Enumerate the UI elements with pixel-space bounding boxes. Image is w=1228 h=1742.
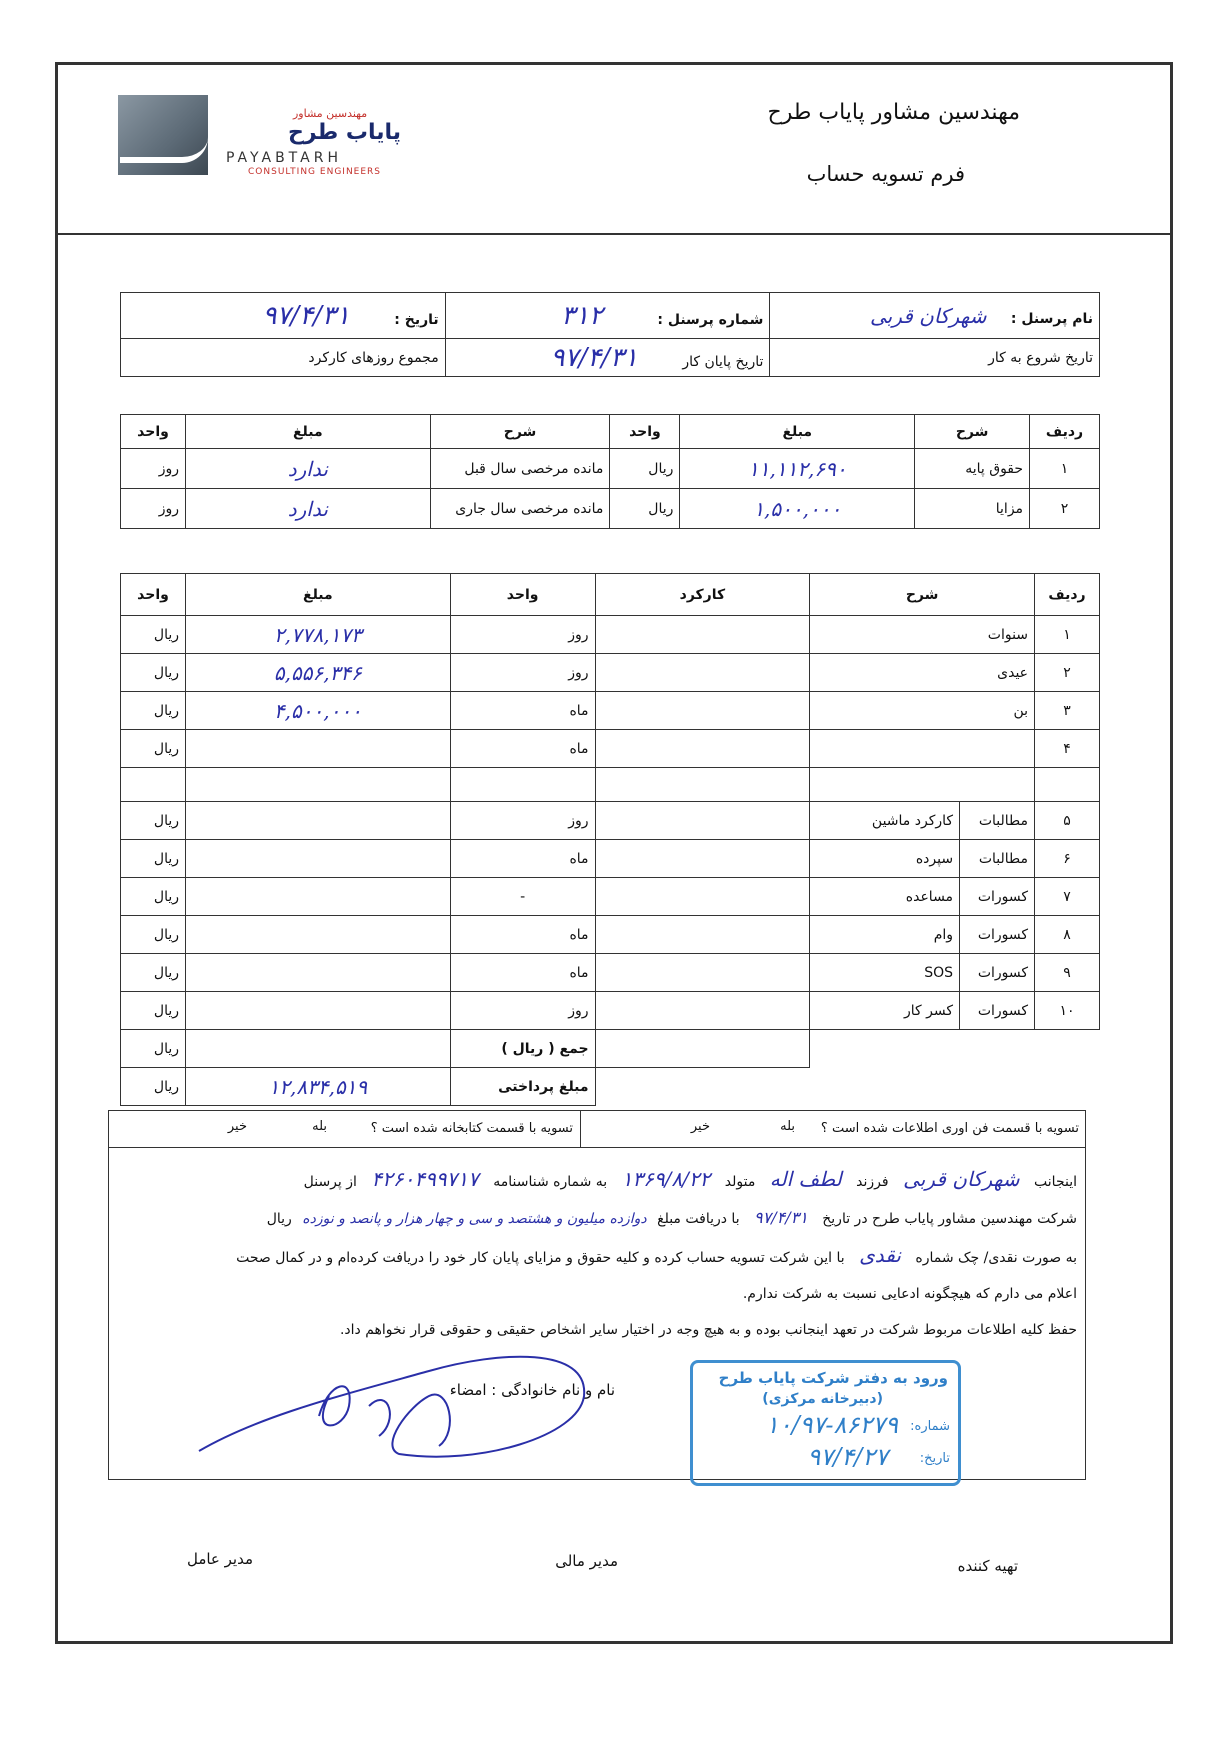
row-unit: ماه bbox=[450, 916, 595, 954]
row-unit2: ریال bbox=[121, 916, 186, 954]
signature-label: نام و نام خانوادگی : امضاء bbox=[449, 1381, 615, 1399]
row-unit2: روز bbox=[121, 489, 186, 529]
row-amount bbox=[186, 954, 451, 992]
row-unit: روز bbox=[450, 992, 595, 1030]
logo-box bbox=[118, 95, 208, 175]
row-amount bbox=[186, 840, 451, 878]
total-value bbox=[186, 1030, 451, 1068]
row-amount2: ندارد bbox=[186, 489, 431, 529]
end-date-label: تاریخ پایان کار bbox=[682, 353, 764, 370]
table-row bbox=[121, 878, 1100, 916]
ceo-label: مدیر عامل bbox=[186, 1550, 253, 1568]
table-row bbox=[121, 692, 1100, 730]
row-work bbox=[595, 730, 810, 768]
row-desc bbox=[810, 730, 1035, 768]
start-date-cell bbox=[770, 339, 1100, 377]
decl-amount-words: دوازده میلیون و هشتصد و سی و چهار هزار و پانصد و نوزده bbox=[302, 1211, 647, 1227]
declaration-line-3 bbox=[117, 1237, 1077, 1276]
stamp-number-value: ۱۰/۹۷-۸۶۲۷۹ bbox=[765, 1411, 898, 1439]
table-row bbox=[121, 449, 1100, 489]
personnel-name-cell bbox=[770, 293, 1100, 339]
it-yes-option[interactable]: بله bbox=[780, 1119, 795, 1134]
row-amount bbox=[186, 992, 451, 1030]
row-desc: بن bbox=[810, 692, 1035, 730]
declaration-line-2 bbox=[117, 1200, 1077, 1237]
stamp-line-1: ورود به دفتر شرکت پایاب طرح bbox=[718, 1369, 948, 1387]
t1-header: واحد bbox=[610, 415, 680, 449]
row-desc: سنوات bbox=[810, 616, 1035, 654]
row-category: کسورات bbox=[960, 954, 1035, 992]
row-work bbox=[595, 954, 810, 992]
decl-text: ریال bbox=[266, 1211, 292, 1227]
table-row bbox=[121, 616, 1100, 654]
checks-divider bbox=[580, 1111, 581, 1147]
pay-row bbox=[121, 1068, 1100, 1106]
personnel-number-cell bbox=[445, 293, 770, 339]
pay-value: ۱۲,۸۳۴,۵۱۹ bbox=[186, 1068, 451, 1106]
library-yes-option[interactable]: بله bbox=[312, 1119, 327, 1134]
row-unit2: روز bbox=[121, 449, 186, 489]
row-unit2: ریال bbox=[121, 802, 186, 840]
office-stamp bbox=[690, 1360, 961, 1486]
t1-header: مبلغ bbox=[680, 415, 915, 449]
row-work bbox=[595, 992, 810, 1030]
table-row bbox=[121, 954, 1100, 992]
salary-table bbox=[120, 414, 1100, 529]
row-unit: ماه bbox=[450, 840, 595, 878]
logo-text-en: PAYABTARH bbox=[226, 150, 342, 166]
row-unit: ماه bbox=[450, 954, 595, 992]
row-unit: روز bbox=[450, 802, 595, 840]
row-amount: ۱,۵۰۰,۰۰۰ bbox=[680, 489, 915, 529]
date-cell bbox=[121, 293, 446, 339]
date-label: تاریخ : bbox=[394, 311, 439, 328]
table-row bbox=[121, 802, 1100, 840]
row-desc: مساعده bbox=[810, 878, 960, 916]
form-title: فرم تسویه حساب bbox=[806, 162, 965, 186]
row-work bbox=[595, 878, 810, 916]
row-number: ۱ bbox=[1030, 449, 1100, 489]
row-amount: ۱۱,۱۱۲,۶۹۰ bbox=[680, 449, 915, 489]
logo-swoosh bbox=[120, 137, 208, 163]
pay-unit: ریال bbox=[121, 1068, 186, 1106]
it-question: تسویه با قسمت فن اوری اطلاعات شده است ؟ bbox=[820, 1121, 1079, 1136]
row-work bbox=[595, 616, 810, 654]
personnel-number-value: ۳۱۲ bbox=[561, 300, 603, 331]
table-row bbox=[121, 768, 1100, 802]
row-category: مطالبات bbox=[960, 802, 1035, 840]
row-unit: روز bbox=[450, 616, 595, 654]
row-category: کسورات bbox=[960, 916, 1035, 954]
declaration-line-5: حفظ کلیه اطلاعات مربوط شرکت در تعهد اینجانب بوده و به هیچ وجه در اختیار سایر اشخاص حقیقی و حقوقی قرار نخواهم داد. bbox=[339, 1322, 1077, 1338]
library-no-option[interactable]: خیر bbox=[227, 1119, 247, 1134]
row-work bbox=[595, 654, 810, 692]
row-amount: ۵,۵۵۶,۳۴۶ bbox=[186, 654, 451, 692]
decl-check: نقدی bbox=[859, 1243, 901, 1267]
declaration-line-1 bbox=[117, 1161, 1077, 1200]
t2-header: واحد bbox=[450, 574, 595, 616]
row-number: ۲ bbox=[1030, 489, 1100, 529]
decl-text: شرکت مهندسین مشاور پایاب طرح در تاریخ bbox=[822, 1211, 1077, 1227]
end-date-value: ۹۷/۴/۳۱ bbox=[550, 342, 638, 373]
decl-birth: ۱۳۶۹/۸/۲۲ bbox=[621, 1167, 711, 1191]
decl-name: شهرکان قربی bbox=[903, 1167, 1020, 1191]
row-unit2: ریال bbox=[121, 654, 186, 692]
work-days-label: مجموع روزهای کارکرد bbox=[308, 349, 439, 366]
stamp-date-label: تاریخ: bbox=[919, 1451, 950, 1466]
personnel-name-label: نام پرسنل : bbox=[1010, 310, 1093, 327]
row-category: مطالبات bbox=[960, 840, 1035, 878]
decl-text: به شماره شناسنامه bbox=[493, 1174, 608, 1190]
total-row bbox=[121, 1030, 1100, 1068]
row-unit: روز bbox=[450, 654, 595, 692]
row-number: ۴ bbox=[1035, 730, 1100, 768]
total-unit: ریال bbox=[121, 1030, 186, 1068]
header bbox=[58, 65, 1170, 235]
decl-text: به صورت نقدی/ چک شماره bbox=[915, 1250, 1077, 1266]
row-amount bbox=[186, 878, 451, 916]
table-row bbox=[121, 916, 1100, 954]
row-number: ۱ bbox=[1035, 616, 1100, 654]
row-unit2: ریال bbox=[121, 616, 186, 654]
t2-header: کارکرد bbox=[595, 574, 810, 616]
table-row bbox=[121, 992, 1100, 1030]
date-value: ۹۷/۴/۳۱ bbox=[262, 300, 350, 331]
row-desc: عیدی bbox=[810, 654, 1035, 692]
row-unit2: ریال bbox=[121, 692, 186, 730]
row-number: ۵ bbox=[1035, 802, 1100, 840]
row-unit2: ریال bbox=[121, 954, 186, 992]
start-date-label: تاریخ شروع به کار bbox=[988, 349, 1093, 366]
row-amount bbox=[186, 802, 451, 840]
row-number: ۶ bbox=[1035, 840, 1100, 878]
signature-scribble bbox=[179, 1336, 609, 1476]
row-desc: کسر کار bbox=[810, 992, 960, 1030]
row-unit2: ریال bbox=[121, 840, 186, 878]
decl-id: ۴۲۶۰۴۹۹۷۱۷ bbox=[371, 1167, 479, 1191]
decl-text: از پرسنل bbox=[303, 1174, 357, 1190]
checks-row bbox=[109, 1111, 1085, 1148]
row-category: کسورات bbox=[960, 992, 1035, 1030]
row-number: ۱۰ bbox=[1035, 992, 1100, 1030]
t1-header: شرح bbox=[915, 415, 1030, 449]
row-work bbox=[595, 802, 810, 840]
stamp-number-label: شماره: bbox=[910, 1419, 950, 1434]
pay-label: مبلغ پرداختی bbox=[450, 1068, 595, 1106]
t2-header: شرح bbox=[810, 574, 1035, 616]
it-no-option[interactable]: خیر bbox=[690, 1119, 710, 1134]
company-title: مهندسین مشاور پایاب طرح bbox=[767, 100, 1020, 125]
decl-text: فرزند bbox=[856, 1174, 889, 1190]
stamp-line-2: (دبیرخانه مرکزی) bbox=[762, 1391, 883, 1407]
t1-header: واحد bbox=[121, 415, 186, 449]
decl-text: با دریافت مبلغ bbox=[657, 1211, 740, 1227]
end-date-cell bbox=[445, 339, 770, 377]
decl-father: لطف اله bbox=[769, 1167, 842, 1191]
row-amount bbox=[186, 916, 451, 954]
t1-header: ردیف bbox=[1030, 415, 1100, 449]
t2-header: مبلغ bbox=[186, 574, 451, 616]
row-number: ۹ bbox=[1035, 954, 1100, 992]
declaration-text bbox=[117, 1161, 1077, 1348]
table-row bbox=[121, 730, 1100, 768]
logo-text-fa: پایاب طرح bbox=[288, 120, 402, 145]
finance-manager-label: مدیر مالی bbox=[555, 1552, 618, 1570]
row-category: کسورات bbox=[960, 878, 1035, 916]
row-desc: مزایا bbox=[915, 489, 1030, 529]
row-unit2: ریال bbox=[121, 992, 186, 1030]
row-number: ۲ bbox=[1035, 654, 1100, 692]
t2-header: ردیف bbox=[1035, 574, 1100, 616]
row-amount: ۲,۷۷۸,۱۷۳ bbox=[186, 616, 451, 654]
table-row bbox=[121, 654, 1100, 692]
t2-header: واحد bbox=[121, 574, 186, 616]
row-number: ۳ bbox=[1035, 692, 1100, 730]
row-unit2: ریال bbox=[121, 878, 186, 916]
total-label: جمع ( ریال ) bbox=[450, 1030, 595, 1068]
row-desc: SOS bbox=[810, 954, 960, 992]
decl-text: اینجانب bbox=[1034, 1174, 1077, 1190]
personnel-number-label: شماره پرسنل : bbox=[657, 311, 764, 328]
row-unit: ریال bbox=[610, 489, 680, 529]
decl-text: متولد bbox=[724, 1174, 756, 1190]
row-number: ۷ bbox=[1035, 878, 1100, 916]
decl-date: ۹۷/۴/۳۱ bbox=[754, 1208, 808, 1227]
row-work bbox=[595, 916, 810, 954]
row-desc: وام bbox=[810, 916, 960, 954]
logo-subtext: CONSULTING ENGINEERS bbox=[248, 167, 382, 177]
row-desc: حقوق پایه bbox=[915, 449, 1030, 489]
row-work bbox=[595, 692, 810, 730]
row-work bbox=[595, 840, 810, 878]
row-unit: - bbox=[450, 878, 595, 916]
row-desc: سپرده bbox=[810, 840, 960, 878]
table-row bbox=[121, 840, 1100, 878]
row-number: ۸ bbox=[1035, 916, 1100, 954]
prepared-by-label: تهیه کننده bbox=[957, 1557, 1018, 1575]
table-row bbox=[121, 489, 1100, 529]
row-unit: ریال bbox=[610, 449, 680, 489]
row-desc2: مانده مرخصی سال قبل bbox=[430, 449, 610, 489]
t1-header: شرح bbox=[430, 415, 610, 449]
library-question: تسویه با قسمت کتابخانه شده است ؟ bbox=[370, 1121, 573, 1136]
work-days-cell bbox=[121, 339, 446, 377]
stamp-date-value: ۹۷/۴/۲۷ bbox=[807, 1443, 888, 1471]
settlement-table bbox=[120, 573, 1100, 1106]
t1-header: مبلغ bbox=[186, 415, 431, 449]
total-empty bbox=[595, 1030, 810, 1068]
row-unit: ماه bbox=[450, 692, 595, 730]
personnel-name-value: شهرکان قربی bbox=[869, 303, 987, 328]
row-unit2: ریال bbox=[121, 730, 186, 768]
row-amount: ۴,۵۰۰,۰۰۰ bbox=[186, 692, 451, 730]
logo-text-small: مهندسین مشاور bbox=[293, 107, 368, 120]
row-desc: کارکرد ماشین bbox=[810, 802, 960, 840]
decl-text: با این شرکت تسویه حساب کرده و کلیه حقوق و مزایای پایان کار خود را دریافت کرده‌ام و در کمال صحت bbox=[236, 1250, 845, 1266]
row-amount2: ندارد bbox=[186, 449, 431, 489]
row-amount bbox=[186, 730, 451, 768]
declaration-line-4: اعلام می دارم که هیچگونه ادعایی نسبت به شرکت ندارم. bbox=[742, 1286, 1077, 1302]
row-unit: ماه bbox=[450, 730, 595, 768]
row-desc2: مانده مرخصی سال جاری bbox=[430, 489, 610, 529]
personnel-table bbox=[120, 292, 1100, 377]
